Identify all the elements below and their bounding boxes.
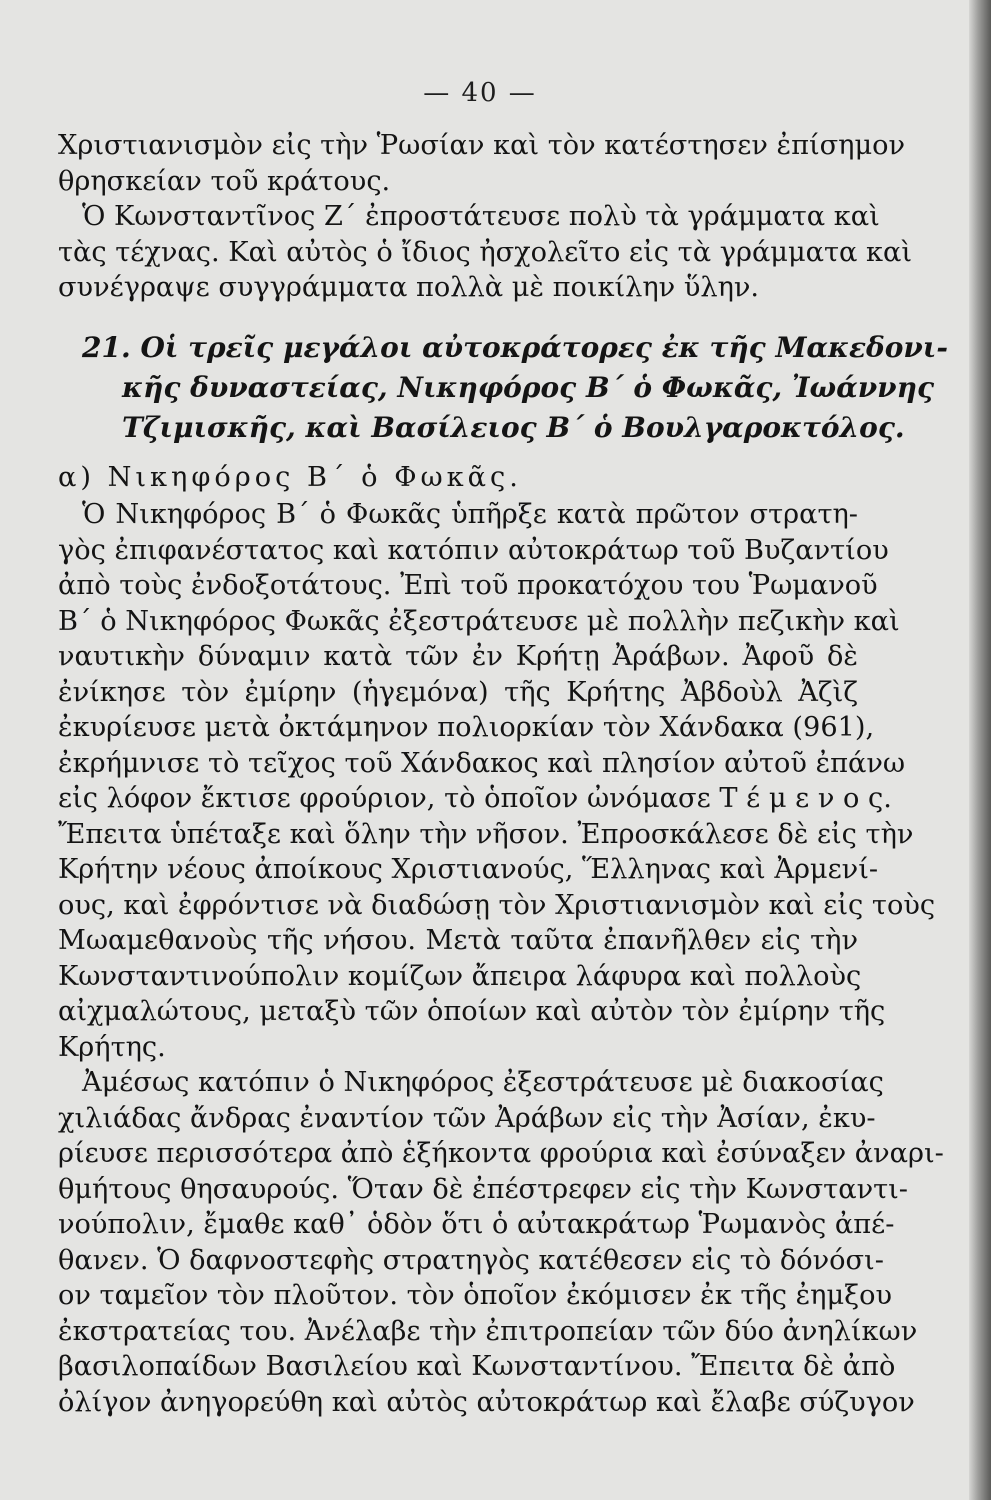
text-line: ὀλίγον ἀνηγορεύθη καὶ αὐτὸς αὐτοκράτωρ καὶ ἔλαβε σύζυγον [58, 1386, 915, 1418]
text-line: ον ταμεῖον τὸν πλοῦτον. τὸν ὁποῖον ἐκόμισεν ἐκ τῆς ἐημξου [58, 1280, 892, 1311]
text-line: ἐνίκησε τὸν ἐμίρην (ἡγεμόνα) τῆς Κρήτης Ἀβδοὺλ Ἀζὶζ [58, 676, 858, 708]
text-line: ναυτικὴν δύναμιν κατὰ τῶν ἐν Κρήτῃ Ἀράβων. Ἀφοῦ δὲ [58, 641, 858, 672]
text-line: Κρήτην νέους ἀποίκους Χριστιανούς, Ἕλληνας καὶ Ἀρμενί- [58, 854, 879, 885]
text-line: Ἔπειτα ὑπέταξε καὶ ὅλην τὴν νῆσον. Ἐπροσκάλεσε δὲ εἰς τὴν [58, 818, 914, 850]
text-line: γὸς ἐπιφανέστατος καὶ κατόπιν αὐτοκράτωρ τοῦ Βυζαντίου [58, 534, 889, 566]
heading-line: 21. Οἱ τρεῖς μεγάλοι αὐτοκράτορες ἐκ τῆς Μακεδονι- [82, 330, 948, 364]
paragraph-1 [58, 128, 906, 199]
text-line: θρησκείαν τοῦ κράτους. [58, 165, 391, 197]
text-line: θανεν. Ὁ δαφνοστεφὴς στρατηγὸς κατέθεσεν εἰς τὸ δόνόσι- [58, 1244, 884, 1276]
page-edge-shadow [969, 0, 991, 1500]
heading-line: κῆς δυναστείας, Νικηφόρος Β΄ ὁ Φωκᾶς, Ἰωάννης [122, 370, 934, 404]
text-line: Μωαμεθανοὺς τῆς νήσου. Μετὰ ταῦτα ἐπανῆλθεν εἰς τὴν [58, 925, 858, 956]
text-line: ἐκυρίευσε μετὰ ὀκτάμηνον πολιορκίαν τὸν Χάνδακα (961), [58, 712, 875, 743]
text-line: νούπολιν, ἔμαθε καθ᾿ ὁδὸν ὅτι ὁ αὐτακράτωρ Ῥωμανὸς ἀπέ- [58, 1209, 895, 1240]
text-line: Χριστιανισμὸν εἰς τὴν Ῥωσίαν καὶ τὸν κατέστησεν ἐπίσημον [58, 130, 906, 161]
paragraph-3 [58, 497, 936, 1065]
paragraph-4 [58, 1065, 944, 1420]
text-line: βασιλοπαίδων Βασιλείου καὶ Κωνσταντίνου. Ἔπειτα δὲ ἀπὸ [58, 1351, 896, 1382]
text-line: χιλιάδας ἄνδρας ἐναντίον τῶν Ἀράβων εἰς τὴν Ἀσίαν, ἐκυ- [58, 1102, 876, 1134]
text-line: Ὁ Νικηφόρος Β΄ ὁ Φωκᾶς ὑπῆρξε κατὰ πρῶτον στρατη- [82, 499, 858, 530]
page-number: — 40 — [423, 78, 537, 108]
text-line: συνέγραψε συγγράμματα πολλὰ μὲ ποικίλην ὕλην. [58, 272, 760, 303]
text-line: εἰς λόφον ἔκτισε φρούριον, τὸ ὁποῖον ὠνόμασε Τ έ μ ε ν ο ς. [58, 783, 892, 814]
heading-line: Τζιμισκῆς, καὶ Βασίλειος Β΄ ὁ Βουλγαροκτόλος. [122, 410, 905, 444]
text-line: θμήτους θησαυρούς. Ὅταν δὲ ἐπέστρεφεν εἰς τὴν Κωνσταντι- [58, 1173, 908, 1205]
subheading: α) Νικηφόρος Β΄ ὁ Φωκᾶς. [58, 461, 522, 493]
text-line: ἀπὸ τοὺς ἐνδοξοτάτους. Ἐπὶ τοῦ προκατόχου του Ῥωμανοῦ [58, 570, 878, 601]
text-line: αἰχμαλώτους, μεταξὺ τῶν ὁποίων καὶ αὐτὸν τὸν ἐμίρην τῆς [58, 996, 886, 1027]
paragraph-2 [58, 199, 913, 306]
text-line: ἐκρήμνισε τὸ τεῖχος τοῦ Χάνδακος καὶ πλησίον αὐτοῦ ἐπάνω [58, 747, 906, 779]
text-line: Ὁ Κωνσταντῖνος Ζ΄ ἐπροστάτευσε πολὺ τὰ γράμματα καὶ [82, 201, 880, 232]
text-line: ρίευσε περισσότερα ἀπὸ ἑξήκοντα φρούρια καὶ ἐσύναξεν ἀναρι- [58, 1138, 944, 1169]
text-line: Β΄ ὁ Νικηφόρος Φωκᾶς ἐξεστράτευσε μὲ πολλὴν πεζικὴν καὶ [58, 605, 900, 637]
text-line: Κωνσταντινούπολιν κομίζων ἄπειρα λάφυρα καὶ πολλοὺς [58, 960, 862, 992]
section-heading [58, 328, 948, 448]
body-text [58, 128, 948, 1420]
text-line: τὰς τέχνας. Καὶ αὐτὸς ὁ ἴδιος ἠσχολεῖτο εἰς τὰ γράμματα καὶ [58, 236, 913, 268]
text-line: Κρήτης. [58, 1031, 166, 1063]
text-line: ἐκστρατείας του. Ἀνέλαβε τὴν ἐπιτροπείαν τῶν δύο ἀνηλίκων [58, 1315, 918, 1347]
text-line: ους, καὶ ἐφρόντισε νὰ διαδώσῃ τὸν Χριστιανισμὸν καὶ εἰς τοὺς [58, 889, 936, 921]
text-line: Ἀμέσως κατόπιν ὁ Νικηφόρος ἐξεστράτευσε μὲ διακοσίας [82, 1067, 884, 1098]
